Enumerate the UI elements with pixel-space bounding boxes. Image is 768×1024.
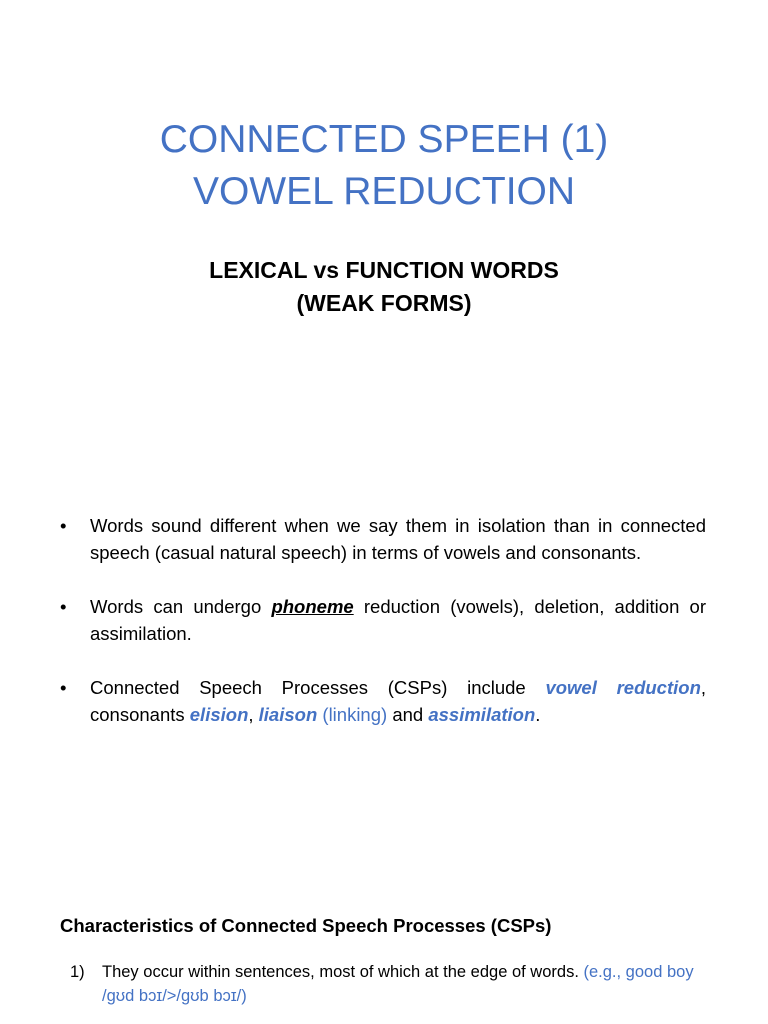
slide-subtitle: [0, 254, 768, 320]
item-number: 1): [70, 963, 85, 981]
slide-title-line-1: CONNECTED SPEEH (1): [159, 118, 609, 161]
bullet-text: Words sound different when we say them in isolation than in connected speech (casual natural speech) in terms of vowels and consonants.: [90, 515, 706, 563]
text-run: and: [387, 704, 429, 725]
item-example: (e.g., good boy /gʊd bɔɪ/>/gʊb bɔɪ/): [102, 963, 694, 1005]
bullet-symbol: •: [60, 515, 67, 536]
slide-subtitle-line-2: (WEAK FORMS): [296, 290, 472, 316]
slide-title: [0, 114, 768, 218]
bullet-list: [60, 512, 706, 755]
bullet-item: [60, 593, 706, 647]
bullet-symbol: •: [60, 596, 67, 617]
emphasis-liaison: liaison: [258, 704, 318, 725]
emphasis-phoneme: phoneme: [271, 596, 354, 617]
text-run: reduction (vowels), deletion, addition or assimilation.: [90, 596, 707, 644]
section-heading: Characteristics of Connected Speech Processes (CSPs): [60, 915, 552, 936]
numbered-list: [70, 960, 700, 1008]
emphasis-vowel-reduction: vowel reduction: [545, 677, 701, 698]
bullet-text: [90, 596, 706, 644]
linking-note: (linking): [322, 704, 388, 725]
bullet-item: [60, 512, 706, 566]
slide-subtitle-line-1: LEXICAL vs FUNCTION WORDS: [209, 257, 559, 283]
bullet-item: [60, 674, 706, 728]
item-text: They occur within sentences, most of which at the edge of words.: [102, 963, 584, 981]
text-run: Connected Speech Processes (CSPs) include: [90, 677, 546, 698]
emphasis-assimilation: assimilation: [428, 704, 536, 725]
bullet-symbol: •: [60, 677, 67, 698]
text-run: , consonants: [90, 677, 707, 725]
slide-title-line-2: VOWEL REDUCTION: [192, 170, 576, 213]
emphasis-elision: elision: [189, 704, 249, 725]
text-run: .: [535, 704, 541, 725]
text-run: Words can undergo: [90, 596, 272, 617]
bullet-text: [90, 677, 706, 725]
numbered-item: [70, 960, 700, 1008]
text-run: ,: [248, 704, 259, 725]
